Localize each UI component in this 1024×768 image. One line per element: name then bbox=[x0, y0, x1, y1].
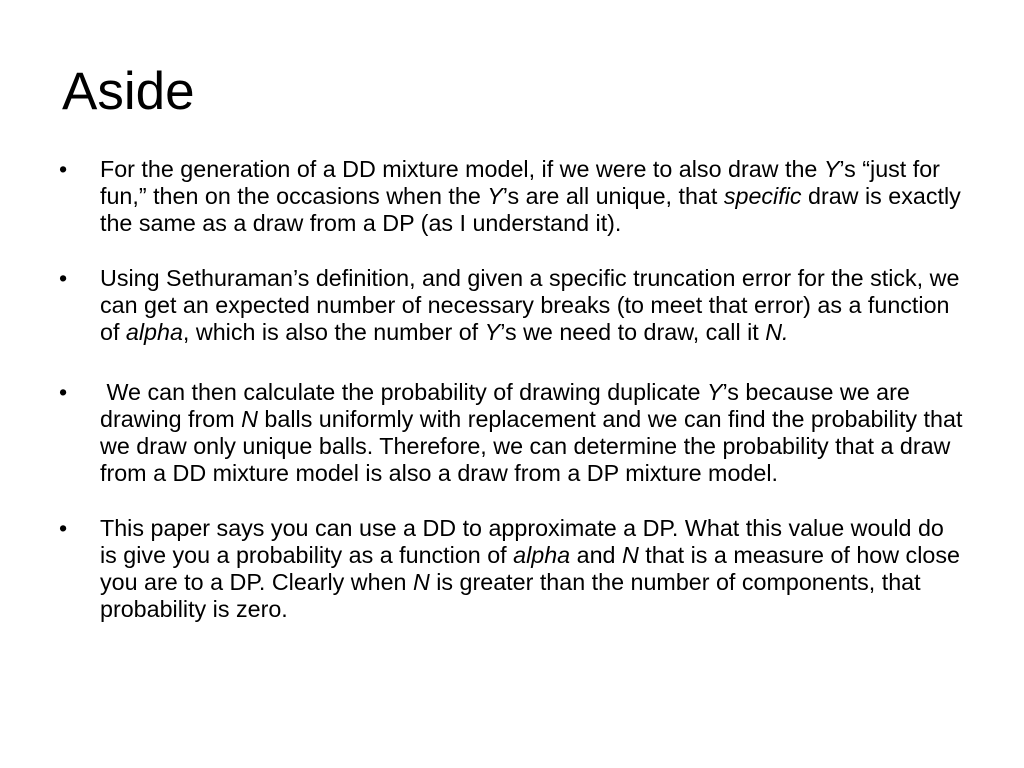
bullet-item-4 bbox=[0, 515, 1024, 623]
text-run: , which is also the number of bbox=[182, 319, 485, 345]
text-run: balls uniformly with replacement and we can find the probability that we draw only unique balls. Therefore, we can determine the probability that a draw from a DD mixture model is also a draw from a DP mixture model. bbox=[100, 406, 963, 486]
emphasis-text: N bbox=[241, 406, 258, 432]
emphasis-text: Y bbox=[484, 319, 501, 345]
bullet-text bbox=[100, 515, 960, 622]
text-run: This paper says you can use a DD to approximate a DP. What this value would do is give you a probability as a function of bbox=[100, 515, 944, 568]
text-run: draw is exactly the same as a draw from a DP (as I understand it). bbox=[100, 183, 961, 236]
text-run: that is a measure of how close you are to a DP. Clearly when bbox=[100, 542, 960, 595]
emphasis-text: Y bbox=[706, 379, 723, 405]
text-run: ’s we need to draw, call it bbox=[500, 319, 766, 345]
text-run: Using Sethuraman’s definition, and given a specific truncation error for the stick, we can get an expected number of necessary breaks (to meet that error) as a function of bbox=[100, 265, 960, 345]
bullet-dot-icon: • bbox=[59, 379, 68, 405]
emphasis-text: Y bbox=[823, 156, 840, 182]
bullet-dot-icon: • bbox=[59, 515, 68, 541]
text-run: ’s because we are drawing from bbox=[100, 379, 910, 432]
bullet-text bbox=[100, 379, 962, 486]
text-run: ’s are all unique, that bbox=[502, 183, 724, 209]
bullet-item-2 bbox=[0, 265, 1024, 346]
text-run: ’s “just for fun,” then on the occasions when the bbox=[100, 156, 940, 209]
emphasis-text: N. bbox=[765, 319, 789, 345]
text-run: We can then calculate the probability of drawing duplicate bbox=[100, 379, 707, 405]
text-run: is greater than the number of components, that probability is zero. bbox=[100, 569, 921, 622]
bullet-item-1 bbox=[0, 156, 1024, 237]
bullet-text bbox=[100, 265, 959, 345]
emphasis-text: N bbox=[621, 542, 639, 568]
bullet-text bbox=[100, 156, 961, 236]
bullet-dot-icon: • bbox=[59, 156, 68, 182]
emphasis-text: N bbox=[412, 569, 430, 595]
bullet-dot-icon: • bbox=[59, 265, 68, 291]
slide-title: Aside bbox=[62, 62, 195, 121]
emphasis-text: alpha bbox=[513, 542, 571, 568]
text-run: For the generation of a DD mixture model, if we were to also draw the bbox=[100, 156, 824, 182]
emphasis-text: Y bbox=[487, 183, 503, 209]
text-run: and bbox=[570, 542, 622, 568]
bullet-item-3 bbox=[0, 379, 1024, 487]
emphasis-text: specific bbox=[723, 183, 802, 209]
bullet-list bbox=[0, 156, 1024, 651]
emphasis-text: alpha bbox=[125, 319, 183, 345]
